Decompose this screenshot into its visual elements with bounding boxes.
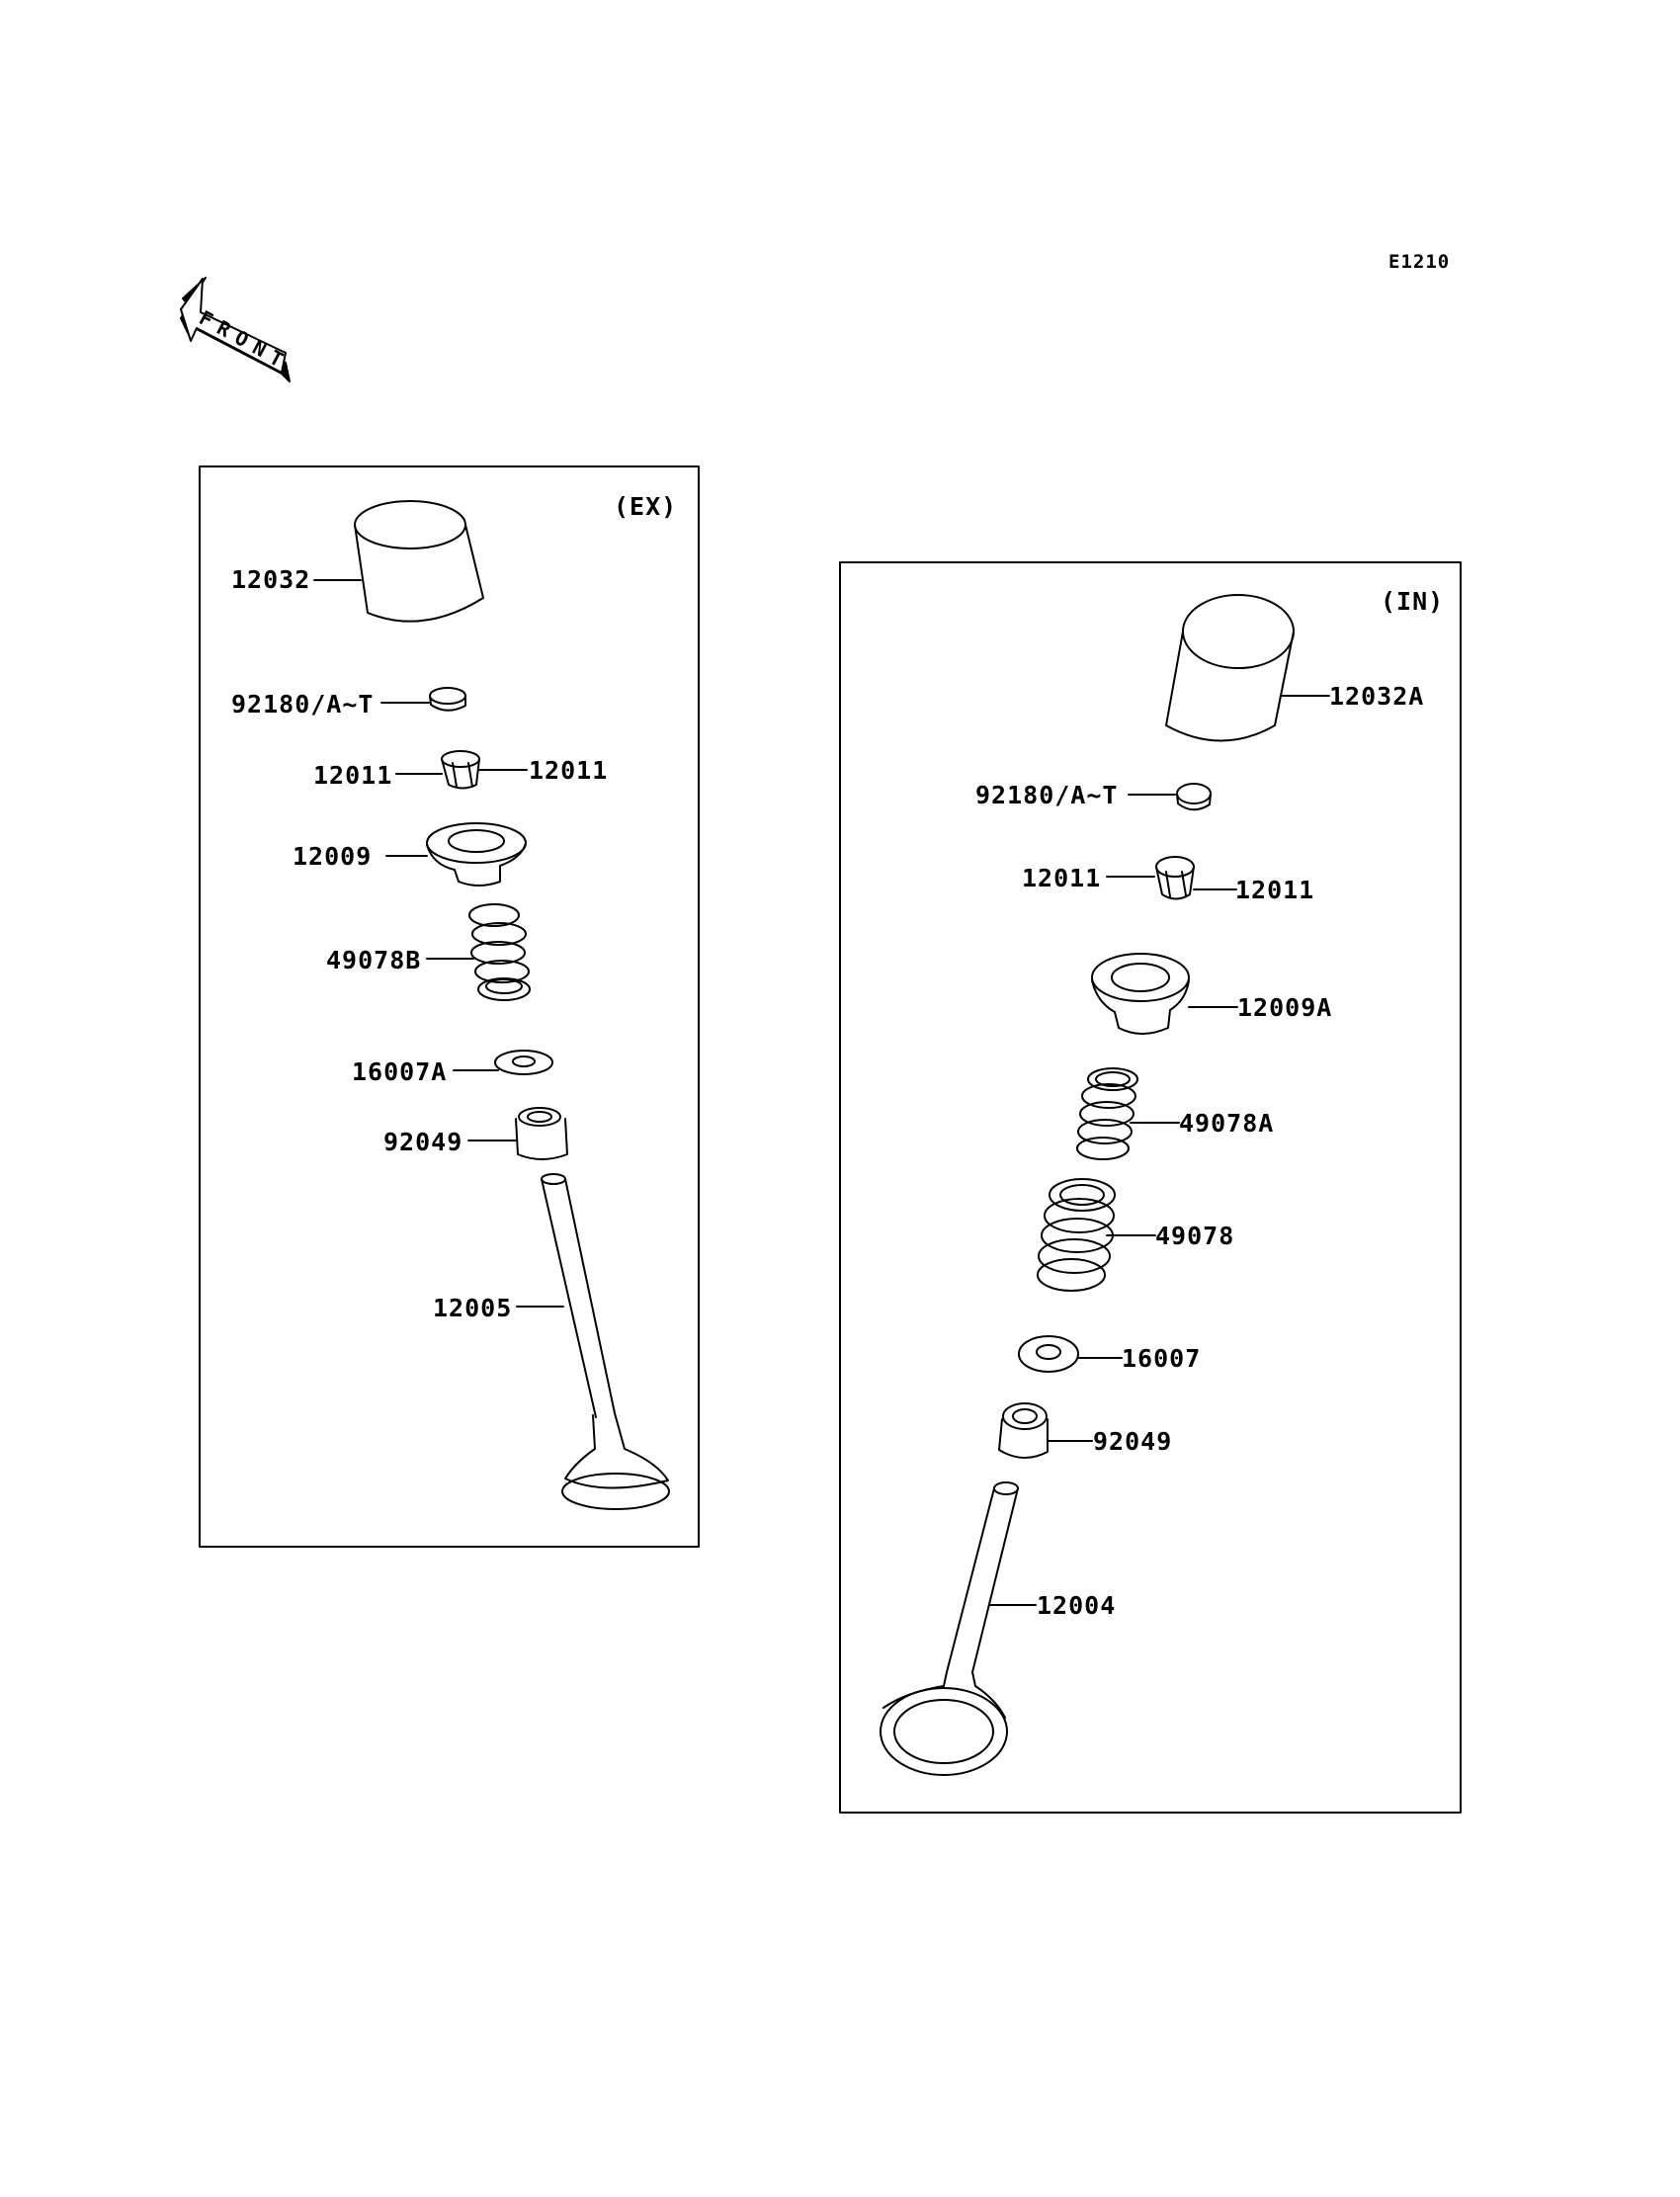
in-spring-inner-drawing	[1077, 1068, 1179, 1159]
ex-spring-drawing	[427, 904, 530, 1000]
in-valve-drawing	[881, 1482, 1036, 1775]
ex-keeper-right-label: 12011	[529, 756, 609, 785]
in-seal-label: 92049	[1093, 1427, 1173, 1456]
ex-seal-label: 92049	[383, 1128, 463, 1156]
ex-keeper-drawing	[396, 751, 527, 789]
in-panel-title: (IN)	[1381, 587, 1445, 616]
ex-lifter-label: 12032	[231, 565, 311, 594]
in-shim-label: 92180/A~T	[975, 781, 1119, 809]
ex-seal-drawing	[468, 1108, 567, 1159]
ex-valve-drawing	[517, 1174, 669, 1509]
ex-shim-label: 92180/A~T	[231, 690, 375, 718]
ex-valve-label: 12005	[433, 1294, 513, 1322]
ex-spring-label: 49078B	[326, 946, 422, 974]
in-lifter-drawing	[1166, 595, 1329, 741]
in-keeper-right-label: 12011	[1235, 876, 1315, 904]
ex-panel-title: (EX)	[614, 492, 678, 521]
front-letter-o: O	[230, 325, 253, 353]
ex-retainer-label: 12009	[293, 842, 373, 871]
ex-shim-drawing	[381, 688, 465, 711]
in-seat-drawing	[1019, 1336, 1122, 1372]
front-letter-t: T	[265, 345, 288, 373]
front-letter-r: R	[212, 315, 235, 343]
in-shim-drawing	[1129, 784, 1211, 809]
in-lifter-label: 12032A	[1329, 682, 1425, 711]
diagram-ref-code: E1210	[1388, 251, 1451, 273]
in-keeper-drawing	[1107, 857, 1236, 899]
ex-keeper-left-label: 12011	[313, 761, 393, 790]
front-arrow-letters	[196, 305, 288, 372]
front-arrow-icon	[181, 278, 290, 381]
in-retainer-drawing	[1092, 954, 1237, 1034]
ex-seat-drawing	[454, 1051, 552, 1074]
in-seat-label: 16007	[1122, 1344, 1202, 1373]
in-spring-outer-label: 49078	[1155, 1222, 1235, 1250]
front-letter-n: N	[248, 335, 271, 363]
in-keeper-left-label: 12011	[1022, 864, 1102, 892]
in-retainer-label: 12009A	[1237, 993, 1333, 1022]
in-spring-inner-label: 49078A	[1179, 1109, 1275, 1138]
in-valve-label: 12004	[1037, 1591, 1117, 1620]
in-spring-outer-drawing	[1038, 1179, 1155, 1291]
ex-panel-frame	[200, 466, 699, 1547]
in-seal-drawing	[999, 1403, 1092, 1458]
front-letter-f: F	[195, 305, 217, 333]
ex-seat-label: 16007A	[352, 1057, 448, 1086]
ex-lifter-drawing	[314, 501, 483, 622]
in-panel-frame	[840, 562, 1461, 1813]
ex-retainer-drawing	[386, 823, 526, 886]
